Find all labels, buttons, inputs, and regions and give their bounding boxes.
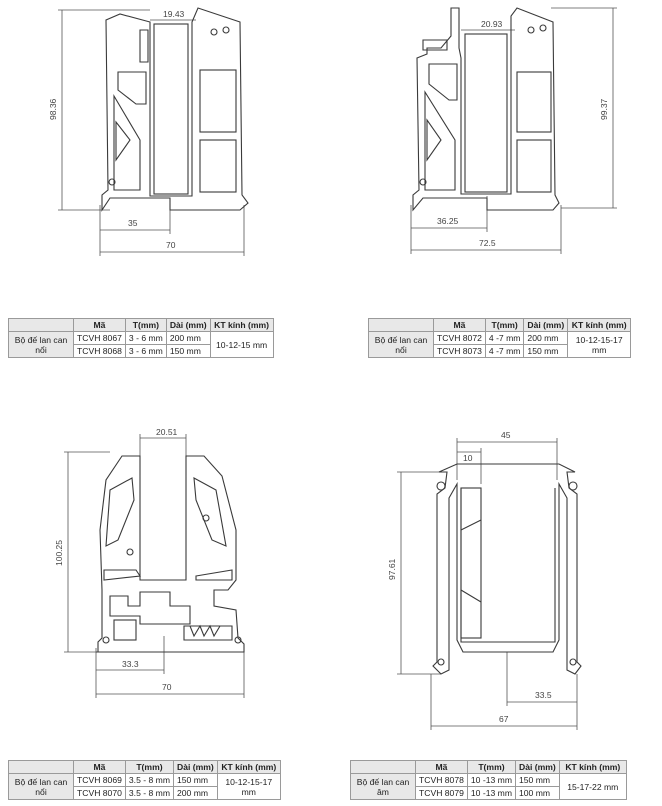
cell-length: 200 mm — [173, 787, 217, 800]
cell-t: 3.5 - 8 mm — [125, 787, 173, 800]
p1-top-dim-label: 19.43 — [163, 9, 185, 19]
header-code: Mã — [416, 761, 468, 774]
cell-code: TCVH 8067 — [74, 332, 126, 345]
cell-t: 3 - 6 mm — [125, 332, 166, 345]
cell-t: 4 -7 mm — [485, 345, 524, 358]
profile-drawing-1 — [0, 0, 331, 300]
cell-length: 150 mm — [173, 774, 217, 787]
p3-profile-outline — [96, 456, 244, 652]
p2-width-dim-label: 72.5 — [479, 238, 496, 248]
cell-code: TCVH 8068 — [74, 345, 126, 358]
cell-glass: 10-12-15-17 mm — [568, 332, 631, 358]
spec-table-2 — [368, 318, 631, 358]
table-label: Bộ đế lan can nổi — [9, 774, 74, 800]
profile-drawing-2 — [331, 0, 662, 300]
profile-3-svg — [0, 420, 331, 720]
p2-base-dim-label: 36.25 — [437, 216, 459, 226]
p3-width-dim-label: 70 — [162, 682, 172, 692]
header-glass: KT kính (mm) — [217, 761, 280, 774]
cell-length: 100 mm — [515, 787, 559, 800]
header-glass: KT kính (mm) — [210, 319, 273, 332]
cell-t: 3 - 6 mm — [125, 345, 166, 358]
cell-length: 200 mm — [166, 332, 210, 345]
profile-4-svg — [331, 420, 662, 724]
header-code: Mã — [434, 319, 486, 332]
profile-drawing-4 — [331, 420, 662, 724]
cell-code: TCVH 8069 — [74, 774, 126, 787]
p3-top-dim-label: 20.51 — [156, 427, 178, 437]
header-t: T(mm) — [125, 319, 166, 332]
cell-code: TCVH 8078 — [416, 774, 468, 787]
p3-base-dim-label: 33.3 — [122, 659, 139, 669]
profile-2-svg — [331, 0, 662, 300]
header-glass: KT kính (mm) — [559, 761, 626, 774]
table-label: Bộ đế lan can âm — [351, 774, 416, 800]
cell-length: 150 mm — [515, 774, 559, 787]
header-length: Dài (mm) — [166, 319, 210, 332]
table-label: Bộ đế lan can nổi — [9, 332, 74, 358]
header-t: T(mm) — [125, 761, 173, 774]
p1-height-dim-label: 98.36 — [48, 98, 58, 120]
p2-height-dim-label: 99.37 — [599, 98, 609, 120]
spec-table-3 — [8, 760, 281, 800]
p1-width-dim-label: 70 — [166, 240, 176, 250]
p4-width-dim-label: 67 — [499, 714, 509, 724]
p4-base-dim-label: 33.5 — [535, 690, 552, 700]
header-glass: KT kính (mm) — [568, 319, 631, 332]
profile-1-svg — [0, 0, 331, 300]
cell-code: TCVH 8079 — [416, 787, 468, 800]
header-length: Dài (mm) — [515, 761, 559, 774]
cell-code: TCVH 8070 — [74, 787, 126, 800]
cell-length: 200 mm — [524, 332, 568, 345]
spec-table-1 — [8, 318, 274, 358]
spec-table-4 — [350, 760, 627, 800]
cell-code: TCVH 8073 — [434, 345, 486, 358]
p4-height-dim-label: 97.61 — [387, 558, 397, 580]
p2-profile-outline — [413, 8, 559, 210]
p1-base-dim-label: 35 — [128, 218, 138, 228]
cell-t: 3.5 - 8 mm — [125, 774, 173, 787]
profile-drawing-3 — [0, 420, 331, 720]
cell-length: 150 mm — [524, 345, 568, 358]
p4-inner-dim-label: 10 — [463, 453, 473, 463]
header-t: T(mm) — [485, 319, 524, 332]
cell-code: TCVH 8072 — [434, 332, 486, 345]
p2-top-dim-label: 20.93 — [481, 19, 503, 29]
table-label: Bộ đế lan can nổi — [369, 332, 434, 358]
header-code: Mã — [74, 761, 126, 774]
cell-glass: 10-12-15 mm — [210, 332, 273, 358]
header-length: Dài (mm) — [524, 319, 568, 332]
header-t: T(mm) — [467, 761, 515, 774]
header-length: Dài (mm) — [173, 761, 217, 774]
header-code: Mã — [74, 319, 126, 332]
cell-length: 150 mm — [166, 345, 210, 358]
cell-t: 10 -13 mm — [467, 787, 515, 800]
p4-profile-outline — [433, 464, 581, 674]
cell-t: 4 -7 mm — [485, 332, 524, 345]
cell-t: 10 -13 mm — [467, 774, 515, 787]
cell-glass: 15-17-22 mm — [559, 774, 626, 800]
p1-profile-outline — [102, 8, 248, 210]
p4-top-dim-label: 45 — [501, 430, 511, 440]
p3-height-dim-label: 100.25 — [54, 540, 64, 566]
cell-glass: 10-12-15-17 mm — [217, 774, 280, 800]
